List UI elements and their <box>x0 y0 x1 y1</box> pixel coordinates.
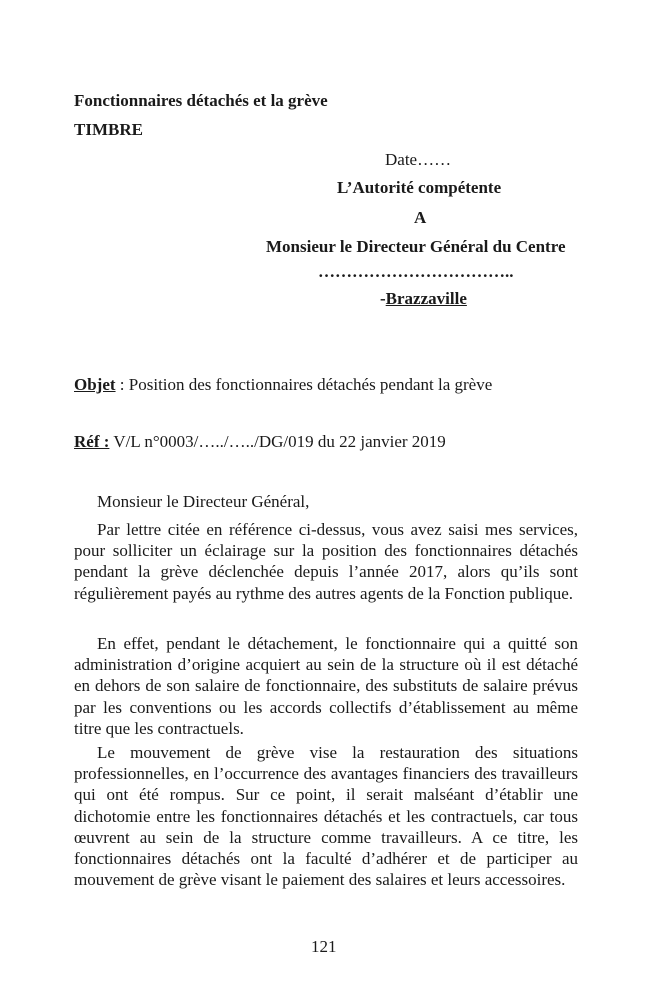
recipient-name: Monsieur le Directeur Général du Centre <box>266 237 566 256</box>
recipient-city <box>380 289 467 309</box>
sender-authority: L’Autorité compétente <box>337 178 502 197</box>
addressed-to-marker: A <box>414 208 427 227</box>
document-title: Fonctionnaires détachés et la grève <box>74 91 328 110</box>
city-prefix: - <box>380 289 386 308</box>
reference-line <box>74 432 446 452</box>
subject-text: : Position des fonctionnaires détachés pendant la grève <box>115 375 493 394</box>
subject-line <box>74 375 492 395</box>
stamp-label: TIMBRE <box>74 120 143 139</box>
salutation: Monsieur le Directeur Général, <box>97 492 310 511</box>
city-name: Brazzaville <box>385 289 467 308</box>
body-paragraph-3: Le mouvement de grève vise la restauration des situations professionnelles, en l’occurrence des avantages financiers des travailleurs qui ont été rompus. Sur ce point, il serait malséant d’établir une dichotomie entre les fonctionnaires détachés et les contractuels, car tous œuvrent au sein de la structure comme travailleurs. A ce titre, les fonctionnaires détachés ont la faculté d’adhérer et de participer au mouvement de grève visant le paiement des salaires et leurs accessoires. <box>74 743 578 890</box>
recipient-placeholder-dots: …………………………….. <box>318 262 514 281</box>
date-line: Date…… <box>385 150 452 169</box>
reference-text: V/L n°0003/…../…../DG/019 du 22 janvier 2019 <box>109 432 446 451</box>
body-paragraph-2: En effet, pendant le détachement, le fonctionnaire qui a quitté son administration d’origine acquiert au sein de la structure où il est détaché en dehors de son salaire de fonctionnaire, des substituts de salaire prévus par les conventions ou les accords collectifs d’établissement au même titre que les contractuels. <box>74 634 578 738</box>
reference-label: Réf : <box>74 432 110 451</box>
page-number: 121 <box>311 937 337 956</box>
subject-label: Objet <box>74 375 116 394</box>
body-paragraph-1: Par lettre citée en référence ci-dessus, vous avez saisi mes services, pour solliciter un éclairage sur la position des fonctionnaires détachés pendant la grève déclenchée depuis l’année 2017, alors qu’ils sont régulièrement payés au rythme des autres agents de la Fonction publique. <box>74 520 578 603</box>
